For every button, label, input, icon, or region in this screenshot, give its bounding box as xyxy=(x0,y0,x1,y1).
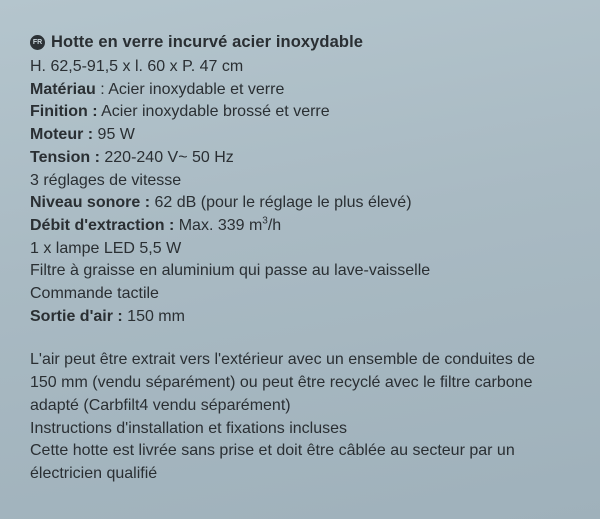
spec-finish xyxy=(30,101,600,124)
note-line: Instructions d'installation et fixations incluses xyxy=(30,419,347,437)
spec-extraction-unit: /h xyxy=(267,216,282,234)
note-line: électricien qualifié xyxy=(30,464,158,482)
spec-noise xyxy=(30,192,600,215)
spec-voltage-value: 220-240 V~ 50 Hz xyxy=(99,148,234,166)
spec-material-value: : Acier inoxydable et verre xyxy=(95,80,285,98)
note-line: Cette hotte est livrée sans prise et doit être câblée au secteur par un xyxy=(30,442,515,460)
product-title: Hotte en verre incurvé acier inoxydable xyxy=(51,32,364,51)
spec-motor-value: 95 W xyxy=(93,126,135,144)
spec-list xyxy=(30,56,600,328)
note-line: L'air peut être extrait vers l'extérieur avec un ensemble de conduites de xyxy=(30,351,536,369)
spec-outlet-label: Sortie d'air : xyxy=(30,307,123,325)
spec-motor xyxy=(30,124,600,147)
spec-extraction xyxy=(30,215,600,238)
spec-noise-label: Niveau sonore : xyxy=(30,194,151,212)
spec-voltage xyxy=(30,147,600,170)
spec-noise-value: 62 dB (pour le réglage le plus élevé) xyxy=(150,194,412,212)
spec-extraction-label: Débit d'extraction : xyxy=(30,216,175,234)
spec-material-label: Matériau xyxy=(30,80,96,98)
spec-lamp: 1 x lampe LED 5,5 W xyxy=(30,239,182,257)
spec-motor-label: Moteur : xyxy=(30,126,94,144)
spec-control: Commande tactile xyxy=(30,285,159,303)
note-line: 150 mm (vendu séparément) ou peut être recyclé avec le filtre carbone xyxy=(30,374,533,392)
spec-speeds: 3 réglages de vitesse xyxy=(30,171,182,189)
spec-extraction-superscript: 3 xyxy=(262,215,268,227)
language-badge-icon: FR xyxy=(30,35,45,50)
note-line: adapté (Carbfilt4 vendu séparément) xyxy=(30,396,291,414)
spec-finish-label: Finition : xyxy=(30,103,98,121)
notes-block xyxy=(30,349,600,485)
title-row xyxy=(30,30,600,54)
spec-extraction-value: Max. 339 m xyxy=(174,216,263,234)
spec-dimensions: H. 62,5-91,5 x l. 60 x P. 47 cm xyxy=(30,58,244,75)
spec-voltage-label: Tension : xyxy=(30,148,100,166)
spec-finish-value: Acier inoxydable brossé et verre xyxy=(97,103,330,121)
spec-outlet xyxy=(30,306,600,329)
spec-outlet-value: 150 mm xyxy=(122,307,185,325)
spec-filter: Filtre à graisse en aluminium qui passe au lave-vaisselle xyxy=(30,262,431,280)
spec-material xyxy=(30,79,600,102)
